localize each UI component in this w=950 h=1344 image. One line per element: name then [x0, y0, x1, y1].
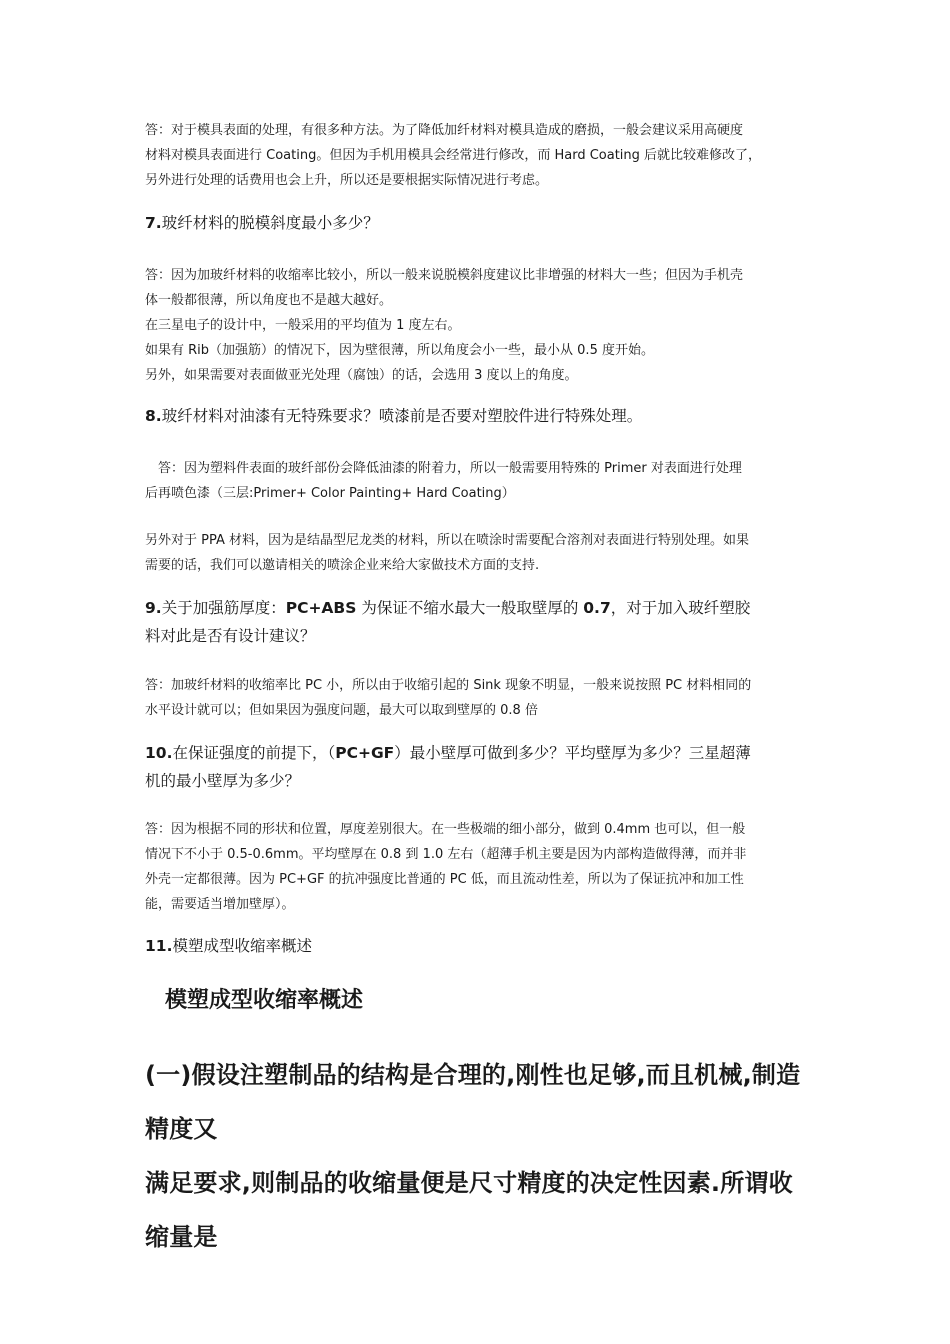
answer-line: 另外，如果需要对表面做亚光处理（腐蚀）的话，会选用 3 度以上的角度。: [145, 368, 578, 383]
section-heading: 模塑成型收缩率概述: [165, 988, 364, 1013]
answer-line: 体一般都很薄，所以角度也不是越大越好。: [145, 293, 393, 308]
intro-paragraph: [145, 1048, 815, 1264]
question-text: 为保证不缩水最大一般取壁厚的: [356, 599, 584, 617]
answer-line: 答：因为塑料件表面的玻纤部份会降低油漆的附着力，所以一般需要用特殊的 Primer 对表面进行处理: [158, 461, 742, 476]
question-number: 9.: [145, 599, 162, 617]
answer-line: 能，需要适当增加壁厚）。: [145, 897, 295, 912]
question-text: 在保证强度的前提下，（: [172, 744, 336, 762]
question-text: 模塑成型收缩率概述: [172, 937, 312, 955]
answer-line: 如果有 Rib（加强筋）的情况下，因为壁很薄，所以角度会小一些，最小从 0.5 度开始。: [145, 343, 654, 358]
question-line: 料对此是否有设计建议？: [145, 627, 316, 645]
answer-line: 材料对模具表面进行 Coating。但因为手机用模具会经常进行修改，而 Hard Coating 后就比较难修改了，: [145, 148, 762, 163]
question-9: [145, 594, 810, 650]
answer-7: [145, 263, 810, 388]
material-label: PC+ABS: [285, 599, 357, 617]
answer-10: [145, 817, 810, 917]
question-line: [145, 739, 810, 767]
answer-line: 答：加玻纤材料的收缩率比 PC 小，所以由于收缩引起的 Sink 现象不明显，一般来说按照 PC 材料相同的: [145, 678, 752, 693]
answer-8: [145, 456, 810, 506]
question-number: 7.: [145, 214, 162, 232]
question-text: 玻纤材料的脱模斜度最小多少？: [161, 214, 379, 232]
question-number: 11.: [145, 937, 173, 955]
answer-line: 在三星电子的设计中，一般采用的平均值为 1 度左右。: [145, 318, 461, 333]
ratio-value: 0.7: [583, 599, 611, 617]
answer-9: [145, 673, 810, 723]
question-number: 10.: [145, 744, 173, 762]
answer-line: 答：对于模具表面的处理，有很多种方法。为了降低加纤材料对模具造成的磨损，一般会建议采用高硬度: [145, 123, 744, 138]
question-text: ）最小壁厚可做到多少？平均壁厚为多少？三星超薄: [394, 744, 751, 762]
answer-line: 外壳一定都很薄。因为 PC+GF 的抗冲强度比普通的 PC 低，而且流动性差，所以为了保证抗冲和加工性: [145, 872, 744, 887]
answer-6: [145, 118, 810, 193]
material-label: PC+GF: [335, 744, 395, 762]
answer-line: 后再喷色漆（三层:Primer+ Color Painting+ Hard Coating）: [145, 486, 515, 501]
answer-line: 情况下不小于 0.5-0.6mm。平均壁厚在 0.8 到 1.0 左右（超薄手机主要是因为内部构造做得薄，而并非: [145, 847, 747, 862]
answer-line: 另外进行处理的话费用也会上升，所以还是要根据实际情况进行考虑。: [145, 173, 549, 188]
answer-line: 另外对于 PPA 材料，因为是结晶型尼龙类的材料，所以在喷涂时需要配合溶剂对表面进行特别处理。如果: [145, 533, 750, 548]
paragraph-line: 满足要求,则制品的收缩量便是尺寸精度的决定性因素.所谓收缩量是: [145, 1169, 793, 1251]
answer-line: 需要的话，我们可以邀请相关的喷涂企业来给大家做技术方面的支持.: [145, 558, 540, 573]
question-line: [145, 594, 810, 622]
paragraph-line: (一)假设注塑制品的结构是合理的,刚性也足够,而且机械,制造精度又: [145, 1061, 801, 1143]
question-8: [145, 402, 810, 430]
answer-line: 水平设计就可以；但如果因为强度问题，最大可以取到壁厚的 0.8 倍: [145, 703, 538, 718]
question-text: 玻纤材料对油漆有无特殊要求？喷漆前是否要对塑胶件进行特殊处理。: [161, 407, 643, 425]
answer-8-extra: [145, 528, 810, 578]
question-line: 机的最小壁厚为多少？: [145, 772, 301, 790]
question-number: 8.: [145, 407, 162, 425]
question-10: [145, 739, 810, 795]
answer-line: 答：因为加玻纤材料的收缩率比较小，所以一般来说脱模斜度建议比非增强的材料大一些；但因为手机壳: [145, 268, 744, 283]
question-11: [145, 932, 810, 960]
question-text: 关于加强筋厚度：: [161, 599, 286, 617]
question-7: [145, 209, 810, 237]
answer-line: 答：因为根据不同的形状和位置，厚度差别很大。在一些极端的细小部分，做到 0.4mm 也可以，但一般: [145, 822, 746, 837]
question-text: ，对于加入玻纤塑胶: [610, 599, 751, 617]
